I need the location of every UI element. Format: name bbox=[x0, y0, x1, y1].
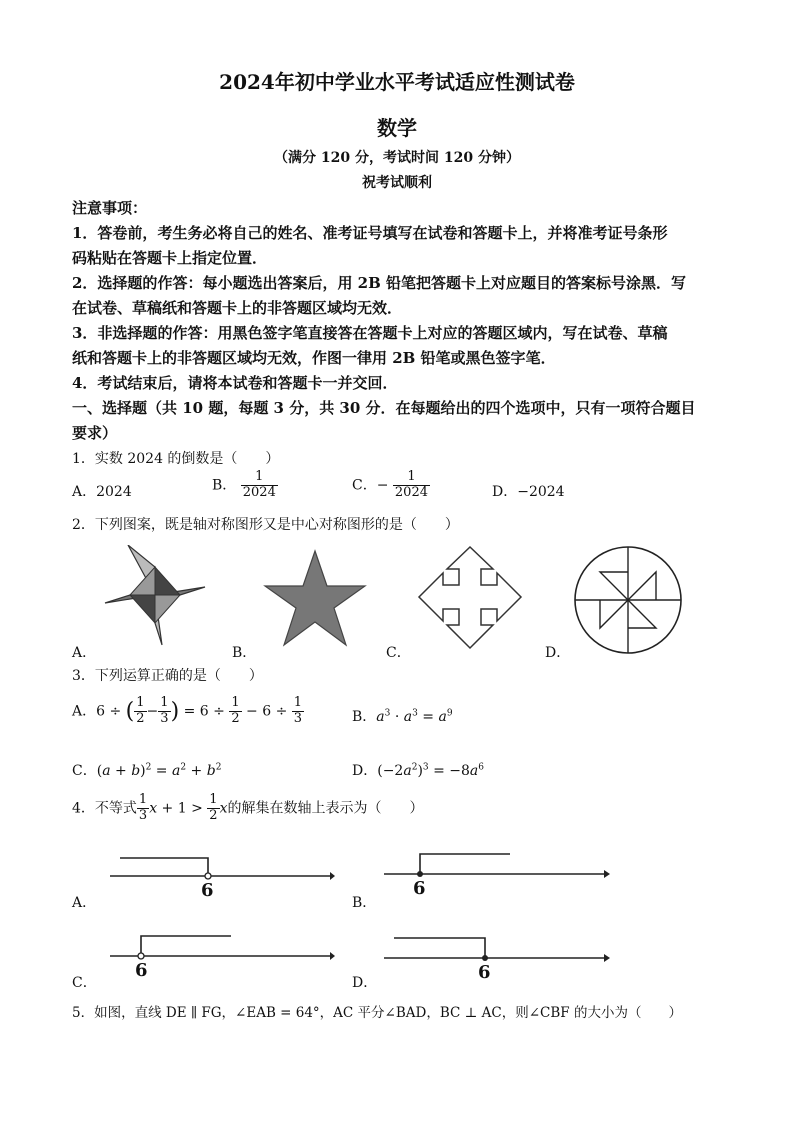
note-1b: 码粘贴在答题卡上指定位置． bbox=[72, 249, 268, 267]
q2-label-d: D． bbox=[545, 645, 571, 661]
star-figure bbox=[262, 548, 368, 648]
q5-stem: 5．如图，直线 DE ∥ FG，∠EAB = 64°，AC 平分∠BAD，BC ⊥ AC，则∠CBF 的大小为（ ） bbox=[72, 1005, 682, 1021]
q3-a-label: A． bbox=[72, 703, 97, 720]
q1-option-b bbox=[212, 470, 278, 501]
number-line-d bbox=[382, 928, 612, 983]
q4-label-c: C． bbox=[72, 975, 97, 991]
q3-option-c: C．$(a + b)^2 = a^2 + b^2$ bbox=[72, 762, 222, 779]
number-line-d-tick: 6 bbox=[478, 962, 491, 983]
four-arrows-figure bbox=[415, 545, 525, 650]
q2-stem: 2．下列图案，既是轴对称图形又是中心对称图形的是（ ） bbox=[72, 517, 459, 533]
q3-b-label: B． bbox=[352, 709, 377, 725]
q1-option-c-label: C．− bbox=[352, 477, 389, 494]
notes-heading: 注意事项： bbox=[72, 199, 148, 217]
q1-option-c-fraction bbox=[393, 470, 430, 501]
q4-label-b: B． bbox=[352, 895, 377, 911]
note-3a: 3．非选择题的作答：用黑色签字笔直接答在答题卡上对应的答题区域内，写在试卷、草稿 bbox=[72, 324, 668, 342]
q1-b-numerator: 1 bbox=[255, 469, 264, 484]
q2-label-c: C． bbox=[386, 645, 411, 661]
wish-text: 祝考试顺利 bbox=[362, 175, 432, 191]
note-1a: 1．答卷前，考生务必将自己的姓名、准考证号填写在试卷和答题卡上，并将准考证号条形 bbox=[72, 224, 668, 242]
number-line-b-tick: 6 bbox=[413, 878, 426, 899]
q4-label-a: A． bbox=[72, 895, 97, 911]
note-3b: 纸和答题卡上的非答题区域均无效，作图一律用 2B 铅笔或黑色签字笔． bbox=[72, 349, 556, 367]
q4-stem-prefix: 4．不等式 bbox=[72, 800, 137, 817]
q1-option-d: D．−2024 bbox=[492, 484, 565, 500]
q1-option-a: A．2024 bbox=[72, 484, 132, 500]
q2-label-a: A． bbox=[72, 645, 97, 661]
exam-info: （满分 120 分，考试时间 120 分钟） bbox=[274, 150, 520, 166]
q1-option-b-label: B． bbox=[212, 477, 237, 494]
q1-b-denominator: 2024 bbox=[242, 484, 276, 500]
number-line-c-tick: 6 bbox=[135, 960, 148, 981]
q3-option-b: B．$a^3 \cdot a^3 = a^9$ bbox=[352, 708, 453, 725]
note-4: 4．考试结束后，请将本试卷和答题卡一并交回． bbox=[72, 374, 398, 392]
subject-title: 数学 bbox=[377, 116, 417, 140]
number-line-a-tick: 6 bbox=[201, 880, 214, 901]
q1-option-c bbox=[352, 470, 430, 501]
q4-stem: 4．不等式 $\frac{1}{3}$ x + 1 > $\frac{1}{2}$ x的解集在数轴上表示为（ ） bbox=[72, 792, 424, 823]
section1-heading-cont: 要求） bbox=[72, 424, 118, 442]
q3-option-d: D．$(-2a^2)^3 = -8a^6$ bbox=[352, 762, 485, 779]
exam-title: 2024年初中学业水平考试适应性测试卷 bbox=[219, 70, 575, 94]
q3-stem: 3．下列运算正确的是（ ） bbox=[72, 668, 263, 684]
q1-stem: 1．实数 2024 的倒数是（ ） bbox=[72, 451, 280, 467]
pinwheel-figure bbox=[100, 545, 210, 650]
note-2a: 2．选择题的作答：每小题选出答案后，用 2B 铅笔把答题卡上对应题目的答案标号涂黑．写 bbox=[72, 274, 687, 292]
q3-d-label: D． bbox=[352, 763, 378, 779]
number-line-a bbox=[105, 848, 335, 903]
q2-label-b: B． bbox=[232, 645, 257, 661]
note-2b: 在试卷、草稿纸和答题卡上的非答题区域均无效． bbox=[72, 299, 403, 317]
q1-option-b-fraction bbox=[241, 470, 278, 501]
section1-heading: 一、选择题（共 10 题，每题 3 分，共 30 分．在每题给出的四个选项中，只有一项符合题目 bbox=[72, 399, 696, 417]
q3-option-a: A．6 ÷ ( $\frac{1}{2}$ − $\frac{1}{3}$ ) = 6 ÷ $\frac{1}{2}$ − 6 ÷ $\frac{1}{3}$ bbox=[72, 695, 303, 726]
q4-stem-suffix: 的解集在数轴上表示为（ ） bbox=[227, 800, 424, 817]
q3-c-label: C． bbox=[72, 763, 97, 779]
circle-pinwheel-figure bbox=[572, 544, 684, 656]
q1-c-denominator: 2024 bbox=[394, 484, 428, 500]
q1-c-numerator: 1 bbox=[407, 469, 416, 484]
q4-label-d: D． bbox=[352, 975, 378, 991]
